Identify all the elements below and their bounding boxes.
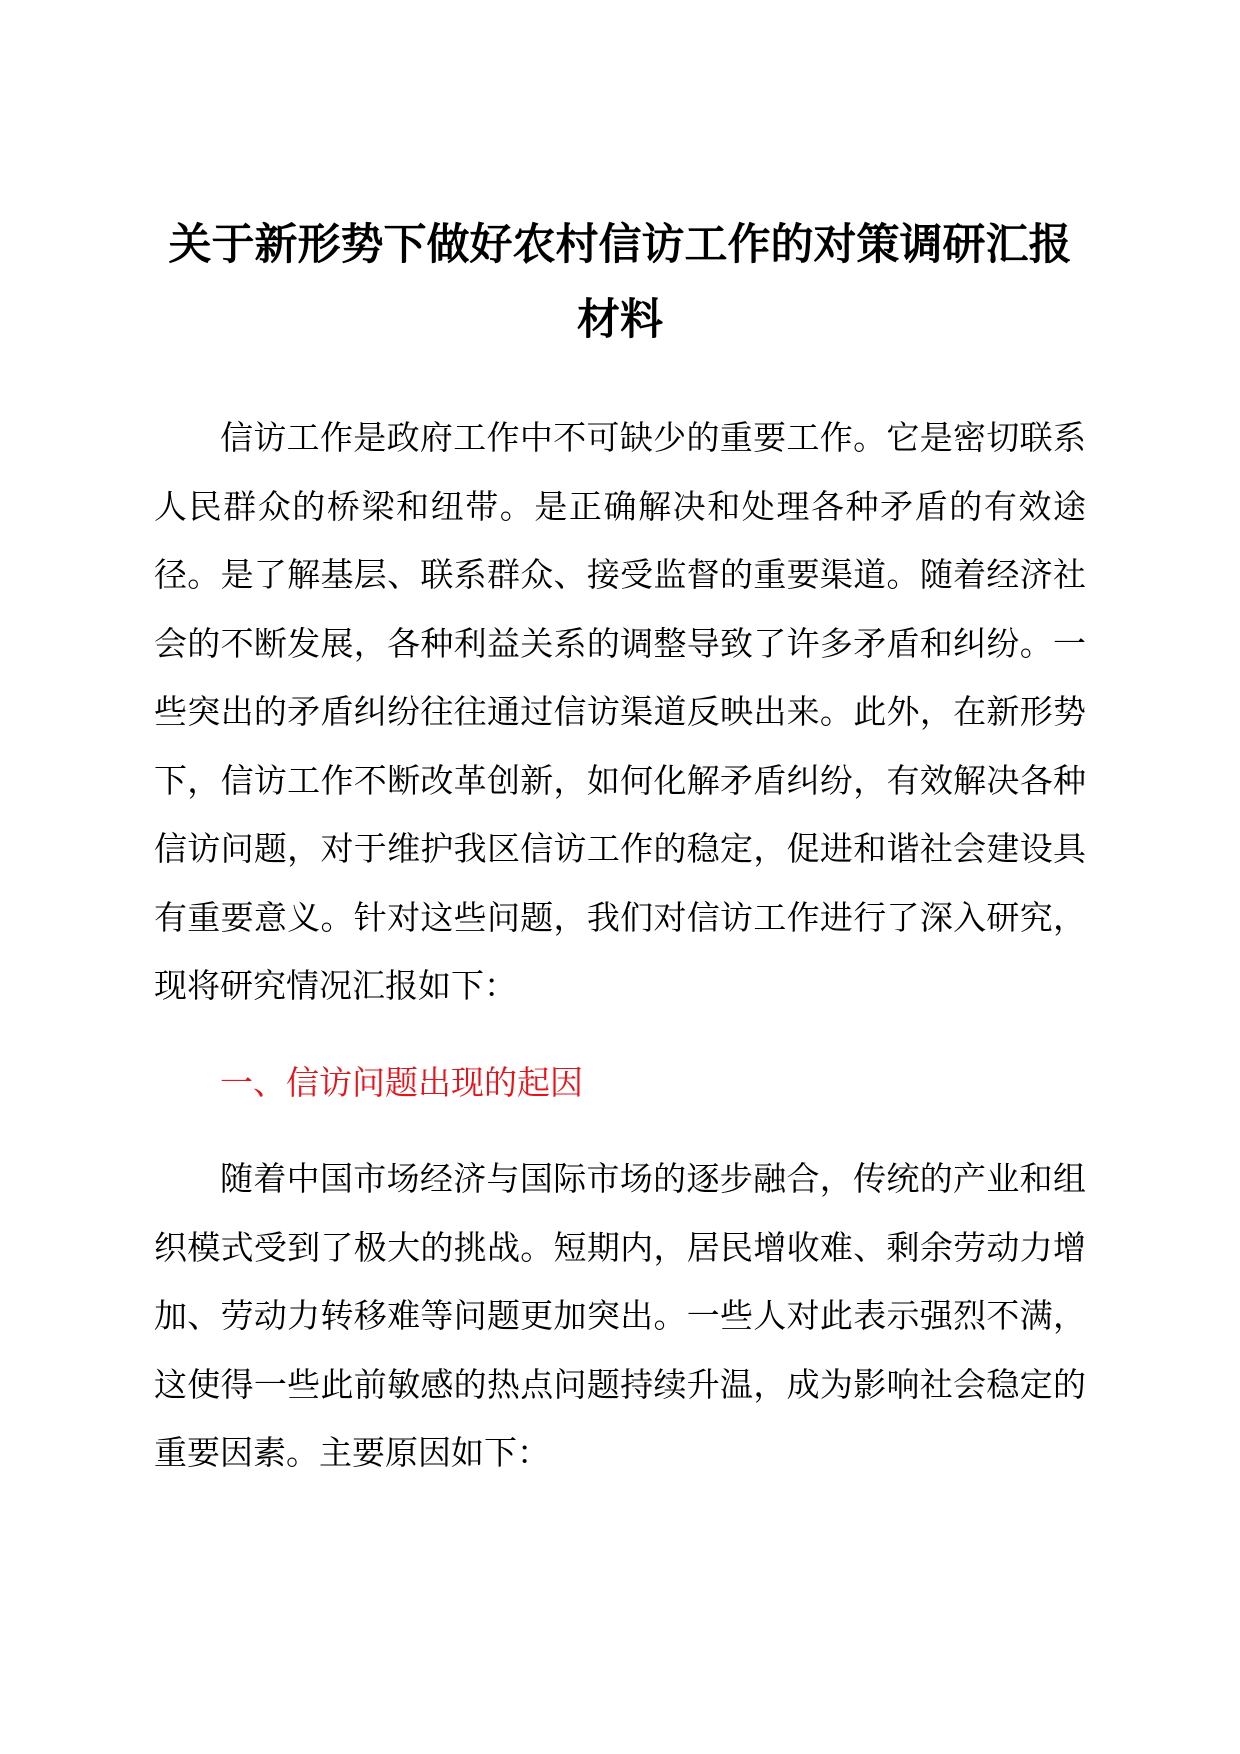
document-title: 关于新形势下做好农村信访工作的对策调研汇报材料 — [168, 220, 1072, 345]
causes-paragraph: 随着中国市场经济与国际市场的逐步融合，传统的产业和组织模式受到了极大的挑战。短期内，居民增收难、剩余劳动力增加、劳动力转移难等问题更加突出。一些人对此表示强烈不满，这使得一些此前敏感的热点问题持续升温，成为影响社会稳定的重要因素。主要原因如下： — [154, 1159, 1086, 1472]
document-body — [154, 404, 1086, 1488]
intro-paragraph: 信访工作是政府工作中不可缺少的重要工作。它是密切联系人民群众的桥梁和纽带。是正确解决和处理各种矛盾的有效途径。是了解基层、联系群众、接受监督的重要渠道。随着经济社会的不断发展，各种利益关系的调整导致了许多矛盾和纠纷。一些突出的矛盾纠纷往往通过信访渠道反映出来。此外，在新形势下，信访工作不断改革创新，如何化解矛盾纠纷，有效解决各种信访问题，对于维护我区信访工作的稳定，促进和谐社会建设具有重要意义。针对这些问题，我们对信访工作进行了深入研究，现将研究情况汇报如下： — [154, 418, 1086, 1005]
section-heading: 一、信访问题出现的起因 — [220, 1062, 583, 1102]
